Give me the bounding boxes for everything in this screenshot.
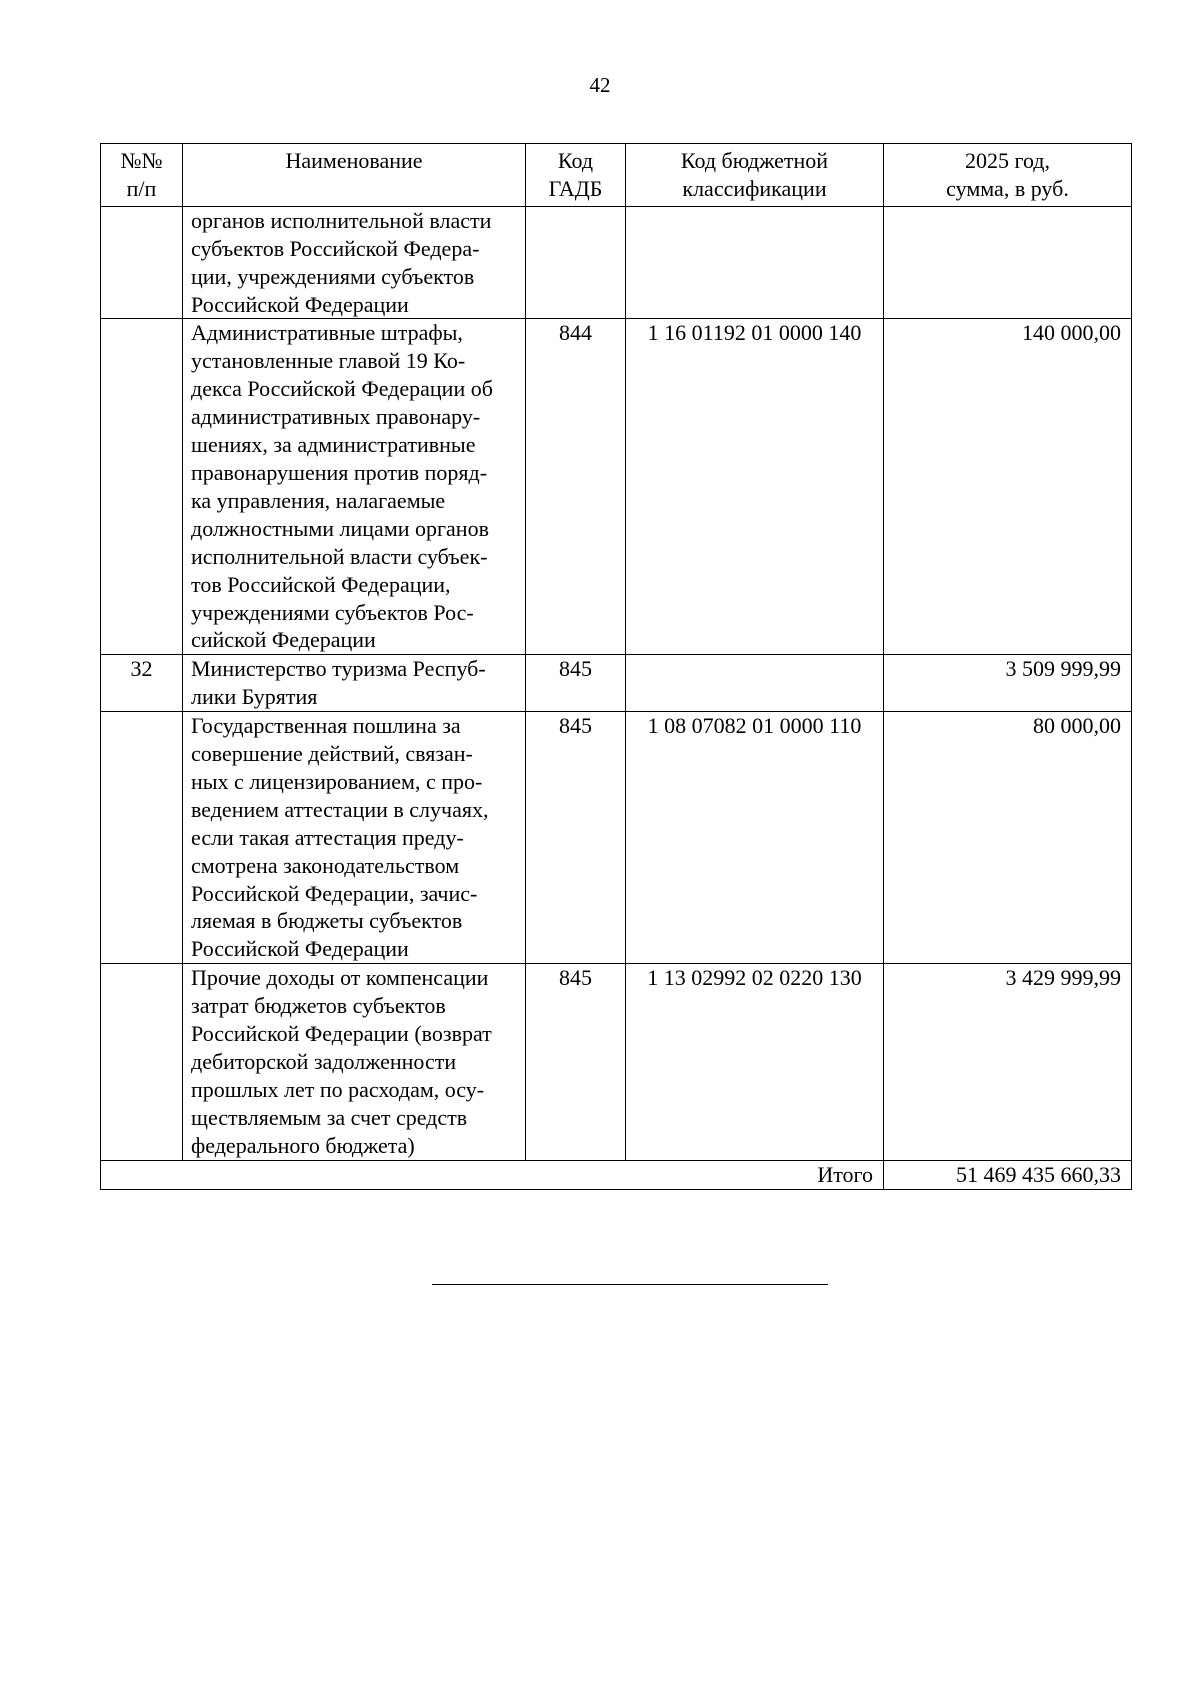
total-label-cell [101, 1160, 884, 1189]
table-header-row [101, 144, 1132, 207]
row-name [183, 207, 525, 319]
row-sum-cell [884, 319, 1132, 655]
row-name-line: административных правонару- [191, 404, 481, 430]
row-name-line: сийской Федерации [191, 627, 376, 653]
header-name-label: Наименование [285, 148, 423, 173]
row-name-line: Российской Федерации, зачис- [191, 880, 478, 906]
header-gadb-line-2: ГАДБ [548, 175, 603, 201]
table-row [101, 712, 1132, 964]
row-gadb-cell [526, 712, 626, 964]
row-name-line: тов Российской Федерации, [191, 571, 451, 597]
row-num-cell [101, 964, 183, 1160]
row-num-cell [101, 319, 183, 655]
row-kbk-cell [626, 319, 884, 655]
row-name-line: ции, учреждениями субъектов [191, 263, 475, 289]
row-gadb: 844 [559, 320, 592, 346]
row-name-line: Министерство туризма Респуб- [191, 656, 486, 682]
header-sum-line-1: 2025 год, [964, 148, 1051, 173]
row-name-cell [183, 655, 526, 712]
row-kbk: 1 08 07082 01 0000 110 [647, 713, 862, 739]
row-gadb-cell [526, 964, 626, 1160]
header-gadb [526, 144, 626, 207]
row-sum: 3 509 999,99 [1005, 656, 1121, 682]
row-sum: 3 429 999,99 [1005, 965, 1121, 991]
row-kbk-cell [626, 712, 884, 964]
row-name-line: должностными лицами органов [191, 515, 489, 541]
row-name-line: Российской Федерации [191, 291, 409, 317]
row-gadb-cell [526, 655, 626, 712]
row-name [183, 655, 525, 711]
row-num: 32 [130, 656, 153, 682]
total-label: Итого [817, 1161, 873, 1187]
row-name-line: ведением аттестации в случаях, [191, 796, 489, 822]
total-sum-cell [884, 1160, 1132, 1189]
row-name-line: Административные штрафы, [191, 320, 463, 346]
table-row [101, 655, 1132, 712]
header-sum [884, 144, 1132, 207]
table-row [101, 206, 1132, 319]
row-name [183, 319, 525, 654]
row-name-line: Российской Федерации (возврат [191, 1021, 492, 1047]
header-num-line-2: п/п [126, 175, 157, 201]
page-number: 42 [589, 73, 611, 97]
row-name-cell [183, 319, 526, 655]
row-gadb-cell [526, 319, 626, 655]
table-row [101, 964, 1132, 1160]
row-name-line: совершение действий, связан- [191, 741, 473, 767]
row-name-line: затрат бюджетов субъектов [191, 993, 446, 1019]
row-name-line: Государственная пошлина за [191, 713, 461, 739]
row-sum: 80 000,00 [1033, 713, 1121, 739]
row-name-line: Прочие доходы от компенсации [191, 965, 489, 991]
row-sum: 140 000,00 [1022, 320, 1121, 346]
row-name-line: прошлых лет по расходам, осу- [191, 1076, 485, 1102]
row-kbk: 1 13 02992 02 0220 130 [647, 965, 862, 991]
row-gadb-cell [526, 206, 626, 319]
row-name-line: федерального бюджета) [191, 1132, 415, 1158]
row-name-line: правонарушения против поряд- [191, 459, 488, 485]
header-kbk-line-1: Код бюджетной [680, 148, 829, 173]
row-kbk-cell [626, 964, 884, 1160]
row-gadb: 845 [559, 656, 592, 682]
row-kbk-cell [626, 655, 884, 712]
row-name-line: ных с лицензированием, с про- [191, 768, 483, 794]
row-name-line: шениях, за административные [191, 432, 476, 458]
table-row [101, 319, 1132, 655]
header-kbk [626, 144, 884, 207]
budget-revenue-table [100, 143, 1132, 1190]
closing-rule [432, 1284, 828, 1285]
total-sum: 51 469 435 660,33 [956, 1161, 1121, 1187]
row-name [183, 964, 525, 1159]
row-name-line: установленные главой 19 Ко- [191, 348, 466, 374]
header-num-line-1: №№ [120, 148, 163, 173]
row-name-line: органов исполнительной власти [191, 207, 492, 233]
row-num-cell [101, 712, 183, 964]
row-name-line: субъектов Российской Федера- [191, 235, 480, 261]
row-name-line: смотрена законодательством [191, 852, 460, 878]
header-sum-line-2: сумма, в руб. [946, 175, 1069, 201]
header-name [183, 144, 526, 207]
header-kbk-line-2: классификации [682, 175, 827, 201]
row-name-line: ляемая в бюджеты субъектов [191, 908, 463, 934]
row-name-cell [183, 206, 526, 319]
row-name-line: ществляемым за счет средств [191, 1104, 468, 1130]
row-name-line: ка управления, налагаемые [191, 487, 446, 513]
row-gadb: 845 [559, 965, 592, 991]
row-name-line: исполнительной власти субъек- [191, 543, 488, 569]
row-name-line: лики Бурятия [191, 684, 318, 710]
row-name-line: если такая аттестация преду- [191, 824, 464, 850]
row-name-cell [183, 712, 526, 964]
row-num-cell [101, 206, 183, 319]
row-sum-cell [884, 712, 1132, 964]
total-row [101, 1160, 1132, 1189]
row-name-line: учреждениями субъектов Рос- [191, 599, 474, 625]
row-name-line: Российской Федерации [191, 936, 409, 962]
row-sum-cell [884, 964, 1132, 1160]
row-sum-cell [884, 206, 1132, 319]
row-name-cell [183, 964, 526, 1160]
header-num [101, 144, 183, 207]
row-name [183, 712, 525, 963]
row-kbk-cell [626, 206, 884, 319]
row-name-line: дебиторской задолженности [191, 1049, 457, 1074]
row-kbk: 1 16 01192 01 0000 140 [647, 320, 862, 346]
row-num-cell [101, 655, 183, 712]
row-sum-cell [884, 655, 1132, 712]
header-gadb-line-1: Код [557, 148, 594, 173]
row-name-line: декса Российской Федерации об [191, 376, 493, 402]
row-gadb: 845 [559, 713, 592, 739]
